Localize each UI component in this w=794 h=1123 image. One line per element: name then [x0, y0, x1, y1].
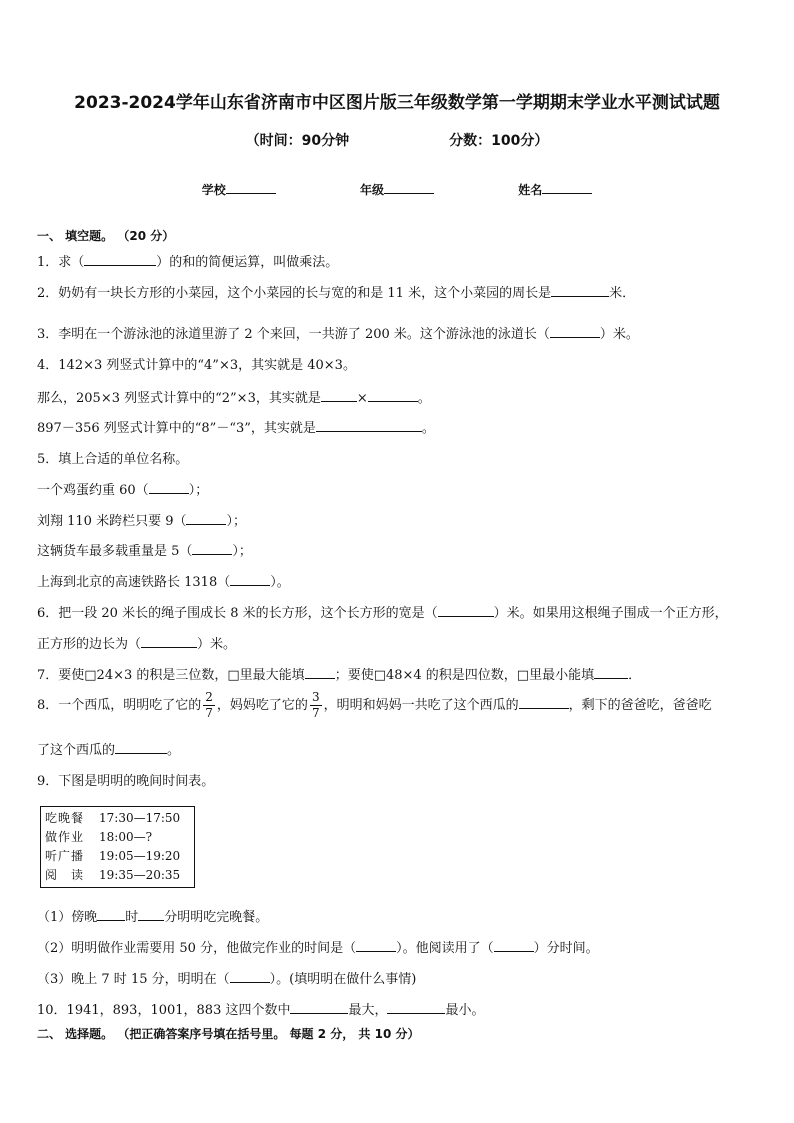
q5b-blank[interactable] — [186, 512, 226, 525]
q9-2-text-b: ）。他阅读用了（ — [396, 941, 494, 956]
q7-text-b: ；要使□48×4 的积是四位数，□里最小能填 — [334, 668, 595, 683]
q4-text-a: 那么，205×3 列竖式计算中的“2”×3，其实就是 — [37, 391, 321, 406]
q5b-text: 刘翔 110 米跨栏只要 9（ — [37, 514, 187, 529]
q9-2-text-c: ）分时间。 — [533, 941, 599, 956]
q4-period-2: 。 — [421, 421, 435, 436]
q5d-end: ）。 — [270, 575, 290, 590]
schedule-time: 18:00—? — [99, 830, 153, 844]
schedule-row — [45, 828, 190, 847]
q5d-blank[interactable] — [230, 573, 270, 586]
question-3 — [37, 323, 639, 342]
question-6-line-2 — [37, 633, 236, 652]
question-2 — [37, 282, 635, 301]
q6-blank-2[interactable] — [141, 635, 197, 648]
question-5-a — [37, 479, 208, 498]
schedule-row — [45, 866, 190, 885]
q10-text-c: 最小。 — [445, 1003, 485, 1018]
q7-text-a: 7．要使□24×3 的积是三位数，□里最大能填 — [37, 668, 305, 683]
q4-blank-3[interactable] — [316, 419, 422, 432]
question-7 — [37, 664, 641, 683]
fraction-2-numerator: 3 — [311, 690, 320, 704]
time-limit: （时间：90分钟 — [245, 133, 350, 149]
q10-text-a: 10．1941，893，1001，883 这四个数中 — [37, 1003, 291, 1018]
q5c-end: ）； — [232, 544, 252, 559]
q8-text-d: ，剩下的爸爸吃，爸爸吃 — [568, 698, 712, 713]
q9-2-blank-2[interactable] — [494, 939, 534, 952]
q9-1-blank-minute[interactable] — [138, 908, 164, 921]
q2-blank[interactable] — [551, 284, 609, 297]
q10-blank-2[interactable] — [387, 1001, 445, 1014]
q2-text-a: 2．奶奶有一块长方形的小菜园，这个小菜园的长与宽的和是 11 米，这个小菜园的周长是 — [37, 286, 552, 301]
q7-text-c: ． — [628, 668, 642, 683]
question-9-part-3 — [37, 968, 416, 987]
q4-blank-2[interactable] — [368, 389, 418, 402]
question-10 — [37, 999, 485, 1018]
q10-text-b: 最大， — [348, 1003, 388, 1018]
q8-blank-1[interactable] — [519, 696, 569, 709]
fraction-3-7 — [310, 690, 322, 721]
q9-3-text-a: （3）晚上 7 时 15 分，明明在（ — [37, 972, 230, 987]
fraction-2-denominator: 7 — [311, 706, 320, 720]
question-9-head: 9．下图是明明的晚间时间表。 — [37, 774, 215, 789]
q5a-text: 一个鸡蛋约重 60（ — [37, 483, 149, 498]
question-5-c — [37, 540, 252, 559]
q6-text-b: ）米。如果用这根绳子围成一个正方形， — [493, 606, 728, 621]
name-blank[interactable] — [542, 181, 592, 194]
question-5-head: 5．填上合适的单位名称。 — [37, 452, 189, 467]
question-6-line-1 — [37, 602, 728, 621]
q8-text-c: ，明明和妈妈一共吃了这个西瓜的 — [323, 698, 519, 713]
question-4-line-2 — [37, 387, 431, 406]
q4-period: 。 — [417, 391, 431, 406]
q6-text-d: ）米。 — [197, 637, 237, 652]
q9-3-blank[interactable] — [230, 970, 270, 983]
schedule-time: 17:30—17:50 — [99, 811, 181, 825]
q8-text-a: 8．一个西瓜，明明吃了它的 — [37, 698, 202, 713]
q8-blank-2[interactable] — [115, 741, 167, 754]
q7-blank-1[interactable] — [305, 666, 335, 679]
q4-text-c: 897－356 列竖式计算中的“8”－“3”，其实就是 — [37, 421, 316, 436]
grade-blank[interactable] — [384, 181, 434, 194]
schedule-time: 19:35—20:35 — [99, 868, 181, 882]
school-label: 学校 — [201, 183, 226, 197]
schedule-time: 19:05—19:20 — [99, 849, 181, 863]
question-4-line-3 — [37, 417, 435, 436]
q9-2-text-a: （2）明明做作业需要用 50 分，他做完作业的时间是（ — [37, 941, 357, 956]
schedule-activity: 阅 读 — [45, 868, 85, 882]
q6-blank-1[interactable] — [438, 604, 494, 617]
q5a-blank[interactable] — [149, 481, 189, 494]
schedule-activity: 吃晚餐 — [45, 811, 85, 825]
q7-blank-2[interactable] — [594, 666, 628, 679]
schedule-row — [45, 809, 190, 828]
q3-text-a: 3．李明在一个游泳池的泳道里游了 2 个来回，一共游了 200 米。这个游泳池的泳道长（ — [37, 327, 550, 342]
q5b-end: ）； — [226, 514, 246, 529]
q3-text-b: ）米。 — [599, 327, 639, 342]
section-heading-fill: 一、 填空题。 （20 分） — [37, 229, 175, 243]
schedule-activity: 听广播 — [45, 849, 85, 863]
exam-meta — [0, 130, 794, 150]
q6-text-c: 正方形的边长为（ — [37, 637, 142, 652]
fraction-1-denominator: 7 — [205, 706, 213, 720]
q10-blank-1[interactable] — [290, 1001, 348, 1014]
q9-1-blank-hour[interactable] — [97, 908, 125, 921]
question-5-b — [37, 510, 246, 529]
evening-schedule-table — [40, 806, 195, 888]
question-8-line-2 — [37, 739, 180, 758]
q9-3-text-b: ）。(填明明在做什么事情) — [269, 972, 417, 987]
fraction-1-numerator: 2 — [205, 690, 213, 704]
q9-1-text-b: 时 — [125, 910, 139, 925]
q9-1-text-a: （1）傍晚 — [37, 910, 98, 925]
section-heading-choice: 二、 选择题。 （把正确答案序号填在括号里。 每题 2 分， 共 10 分） — [37, 1027, 420, 1041]
q5c-blank[interactable] — [192, 542, 232, 555]
page-title: 2023-2024学年山东省济南市中区图片版三年级数学第一学期期末学业水平测试试题 — [74, 93, 720, 113]
q9-1-text-c: 分明明吃完晚餐。 — [164, 910, 269, 925]
schedule-row — [45, 847, 190, 866]
question-1 — [37, 251, 338, 270]
q1-text-a: 1．求（ — [37, 255, 85, 270]
total-score: 分数：100分） — [449, 133, 549, 149]
grade-label: 年级 — [359, 183, 384, 197]
q1-text-b: ）的和的简便运算，叫做乘法。 — [156, 255, 339, 270]
q8-text-f: 。 — [167, 743, 181, 758]
q8-text-e: 了这个西瓜的 — [37, 743, 116, 758]
schedule-activity: 做作业 — [45, 830, 85, 844]
question-5-d — [37, 571, 290, 590]
fraction-2-7 — [203, 690, 215, 721]
q1-blank[interactable] — [84, 253, 156, 266]
question-9-part-2 — [37, 937, 599, 956]
q8-text-b: ，妈妈吃了它的 — [216, 698, 308, 713]
q5c-text: 这辆货车最多载重量是 5（ — [37, 544, 193, 559]
q2-text-b: 米． — [609, 286, 636, 301]
student-info — [0, 181, 794, 198]
q4-blank-1[interactable] — [321, 389, 357, 402]
q3-blank[interactable] — [550, 325, 600, 338]
q9-2-blank-1[interactable] — [356, 939, 396, 952]
school-blank[interactable] — [226, 181, 276, 194]
name-label: 姓名 — [518, 183, 543, 197]
question-9-part-1 — [37, 906, 268, 925]
q5d-text: 上海到北京的高速铁路长 1318（ — [37, 575, 231, 590]
question-8-line-1 — [37, 690, 712, 721]
question-4-line-1: 4．142×3 列竖式计算中的“4”×3，其实就是 40×3。 — [37, 358, 356, 373]
q5a-end: ）； — [188, 483, 209, 498]
q6-text-a: 6．把一段 20 米长的绳子围成长 8 米的长方形，这个长方形的宽是（ — [37, 606, 438, 621]
q4-times: × — [356, 391, 368, 406]
